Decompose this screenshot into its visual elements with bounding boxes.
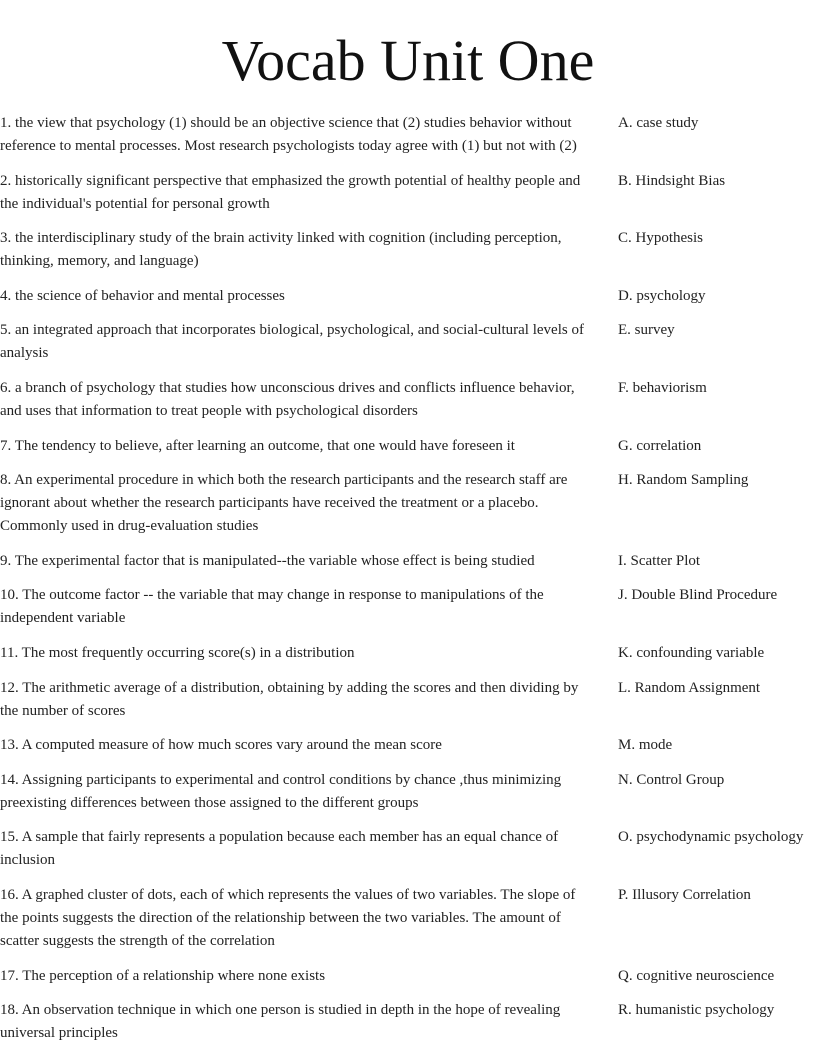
vocab-row	[0, 826, 816, 872]
term-text: F. behaviorism	[618, 379, 707, 396]
term-text: G. correlation	[618, 437, 702, 454]
definition-text: 17. The perception of a relationship where none exists	[0, 967, 326, 984]
term-text: O. psychodynamic psychology	[618, 829, 804, 846]
term-text: E. survey	[618, 322, 675, 339]
vocab-row	[0, 584, 816, 630]
definition-text: 16. A graphed cluster of dots, each of which represents the values of two variables. The slope of the points suggests the direction of the relationship between the two variables. The amount of scatter suggests the strength of the correlation	[0, 886, 576, 949]
term-text: Q. cognitive neuroscience	[618, 967, 775, 984]
page-title: Vocab Unit One	[221, 28, 595, 93]
vocab-row	[0, 734, 816, 757]
definition-text: 15. A sample that fairly represents a population because each member has an equal chance of inclusion	[0, 829, 559, 869]
definition-text: 6. a branch of psychology that studies how unconscious drives and conflicts influence behavior, and uses that information to treat people with psychological disorders	[0, 379, 575, 419]
vocab-row	[0, 642, 816, 665]
vocab-row	[0, 435, 816, 458]
definition-text: 12. The arithmetic average of a distribution, obtaining by adding the scores and then dividing by the number of scores	[0, 679, 579, 719]
term-text: C. Hypothesis	[618, 230, 704, 247]
term-text: A. case study	[618, 115, 699, 131]
vocab-row	[0, 227, 816, 273]
definition-text: 1. the view that psychology (1) should be an objective science that (2) studies behavior without reference to mental processes. Most research psychologists today agree with (1) but not with (2)	[0, 115, 577, 154]
term-text: B. Hindsight Bias	[618, 172, 726, 189]
vocab-row	[0, 377, 816, 423]
vocab-row	[0, 965, 816, 988]
definition-text: 18. An observation technique in which one person is studied in depth in the hope of revealing universal principles	[0, 1002, 561, 1042]
term-text: H. Random Sampling	[618, 472, 749, 489]
vocab-row	[0, 112, 816, 158]
term-text: D. psychology	[618, 287, 706, 304]
definition-text: 9. The experimental factor that is manipulated--the variable whose effect is being studied	[0, 552, 535, 569]
vocab-row	[0, 550, 816, 573]
term-text: K. confounding variable	[618, 644, 765, 661]
definition-text: 3. the interdisciplinary study of the brain activity linked with cognition (including perception, thinking, memory, and language)	[0, 230, 562, 270]
term-text: N. Control Group	[618, 771, 725, 788]
definition-text: 8. An experimental procedure in which both the research participants and the research staff are ignorant about whether the research participants have received the treatment or a placebo. Commonly used in drug-evaluation studies	[0, 472, 568, 535]
vocab-row	[0, 769, 816, 815]
term-text: P. Illusory Correlation	[618, 886, 751, 903]
term-text: R. humanistic psychology	[618, 1002, 775, 1019]
definition-text: 7. The tendency to believe, after learning an outcome, that one would have foreseen it	[0, 437, 515, 454]
vocab-row	[0, 677, 816, 723]
definition-text: 14. Assigning participants to experimental and control conditions by chance ,thus minimizing preexisting differences between those assigned to the different groups	[0, 771, 562, 811]
vocab-row	[0, 170, 816, 216]
definition-text: 4. the science of behavior and mental processes	[0, 287, 285, 304]
vocab-row	[0, 884, 816, 953]
vocab-list	[0, 112, 816, 1057]
term-text: M. mode	[618, 737, 673, 754]
vocab-row	[0, 319, 816, 365]
vocab-row	[0, 469, 816, 538]
definition-text: 13. A computed measure of how much scores vary around the mean score	[0, 737, 442, 754]
definition-text: 2. historically significant perspective that emphasized the growth potential of healthy people and the individual's potential for personal growth	[0, 172, 581, 212]
term-text: J. Double Blind Procedure	[618, 587, 778, 604]
term-text: L. Random Assignment	[618, 679, 761, 696]
definition-text: 10. The outcome factor -- the variable that may change in response to manipulations of the independent variable	[0, 587, 544, 627]
term-text: I. Scatter Plot	[618, 552, 701, 569]
vocab-row	[0, 999, 816, 1045]
definition-text: 11. The most frequently occurring score(s) in a distribution	[0, 644, 355, 661]
vocab-row	[0, 285, 816, 308]
definition-text: 5. an integrated approach that incorporates biological, psychological, and social-cultural levels of analysis	[0, 322, 584, 362]
